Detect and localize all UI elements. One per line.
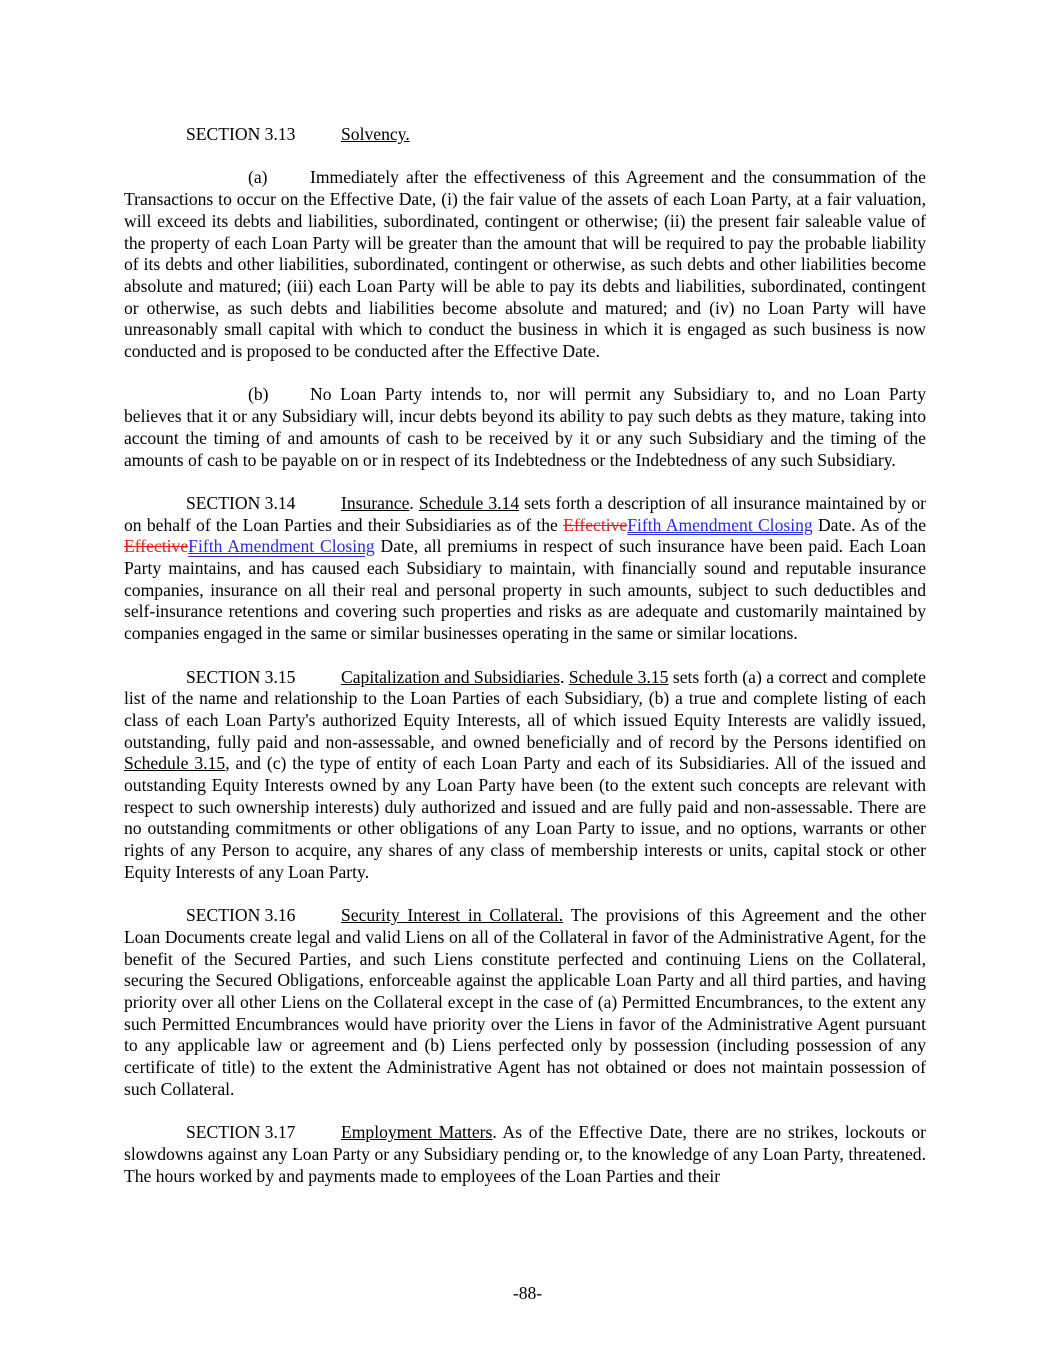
schedule-reference: Schedule 3.14: [418, 492, 520, 513]
text: , and (c) the type of entity of each Loan Party and each of its Subsidiaries. All of the issued and outstanding Equity Interests owned by any Loan Party have been (to the extent such concepts are relevant with respect to such ownership interests) duly authorized and issued and are fully paid and non-assessable. There are no outstanding commitments or other obligations of any Loan Party to issue, and no options, warrants or other rights of any Person to acquire, any shares of any class of membership interests or units, capital stock or other Equity Interests of any Loan Party.: [124, 753, 926, 882]
section-title: Capitalization and Subsidiaries: [341, 666, 560, 687]
text: .: [409, 492, 419, 513]
section-title: Security Interest in Collateral.: [341, 905, 564, 926]
section-3-16: [124, 905, 926, 1100]
clause-label: (a): [248, 167, 268, 188]
clause-label: (b): [248, 384, 269, 405]
text: Date, all premiums in respect of such insurance have been paid. Each Loan Party maintains, and has caused each Subsidiary to maintain, with financially sound and reputable insurance companies, insurance on all their real and personal property in such amounts, subject to such deductibles and self-insurance retentions and covering such properties and risks as are adequate and customarily maintained by companies engaged in the same or similar businesses operating in the same or similar locations.: [124, 536, 926, 644]
text: sets forth (a) a correct and complete list of the name and relationship to the Loan Parties of each Subsidiary, (b) a true and complete listing of each class of each Loan Party's authorized Equity Interests, all of which issued Equity Interests are validly issued, outstanding, fully paid and non-assessable, and owned beneficially and of record by the Persons identified on: [124, 666, 926, 752]
text: .: [559, 666, 569, 687]
document-body: [124, 124, 926, 1209]
section-number: SECTION 3.17: [186, 1122, 296, 1143]
section-3-13-heading: [124, 124, 926, 146]
clause-text: No Loan Party intends to, nor will permit any Subsidiary to, and no Loan Party believes that it or any Subsidiary will, incur debts beyond its ability to pay such debts as they mature, taking into account the timing of and amounts of cash to be received by it or any such Subsidiary and the timing of the amounts of cash to be payable on or in respect of its Indebtedness or the Indebtedness of any such Subsidiary.: [124, 384, 926, 470]
section-number: SECTION 3.14: [186, 492, 296, 513]
text: Date. As of the: [812, 514, 927, 535]
section-3-14: [124, 493, 926, 645]
schedule-reference: Schedule 3.15: [124, 753, 226, 774]
section-title: Insurance: [341, 492, 410, 513]
section-number: SECTION 3.16: [186, 905, 296, 926]
text: . As of the Effective Date, there are no strikes, lockouts or slowdowns against any Loan Party or any Subsidiary pending or, to the knowledge of any Loan Party, threatened. The hours worked by and payments made to employees of the Loan Parties and their: [124, 1122, 926, 1186]
section-title: Solvency.: [341, 124, 410, 144]
deleted-text: Effective: [563, 514, 628, 535]
section-number: SECTION 3.15: [186, 666, 296, 687]
text: sets forth a description of all insurance maintained by or on behalf of the Loan Parties and their Subsidiaries as of the: [124, 492, 926, 535]
section-3-13-b: [124, 384, 926, 471]
text: The provisions of this Agreement and the other Loan Documents create legal and valid Liens on all of the Collateral in favor of the Administrative Agent, for the benefit of the Secured Parties, and such Liens constitute perfected and continuing Liens on the Collateral, securing the Secured Obligations, enforceable against the applicable Loan Party and all third parties, and having priority over all other Liens on the Collateral except in the case of (a) Permitted Encumbrances, to the extent any such Permitted Encumbrances would have priority over the Liens in favor of the Administrative Agent pursuant to any applicable law or agreement and (b) Liens perfected only by possession (including possession of any certificate of title) to the extent the Administrative Agent has not obtained or does not maintain possession of such Collateral.: [124, 905, 926, 1099]
schedule-reference: Schedule 3.15: [568, 666, 669, 687]
clause-text: Immediately after the effectiveness of this Agreement and the consummation of the Transactions to occur on the Effective Date, (i) the fair value of the assets of each Loan Party, at a fair valuation, will exceed its debts and liabilities, subordinated, contingent or otherwise; (ii) the present fair saleable value of the property of each Loan Party will be greater than the amount that will be required to pay the probable liability of its debts and other liabilities, subordinated, contingent or otherwise, as such debts and other liabilities become absolute and matured; (iii) each Loan Party will be able to pay its debts and liabilities, subordinated, contingent or otherwise, as such debts and liabilities become absolute and matured; and (iv) no Loan Party will have unreasonably small capital with which to conduct the business in which it is engaged as such business is now conducted and is proposed to be conducted after the Effective Date.: [124, 167, 926, 362]
section-number: SECTION 3.13: [186, 124, 296, 144]
inserted-text: Fifth Amendment Closing: [627, 514, 813, 535]
section-3-17: [124, 1122, 926, 1187]
inserted-text: Fifth Amendment Closing: [188, 536, 375, 557]
section-3-13-a: [124, 167, 926, 362]
deleted-text: Effective: [124, 536, 189, 557]
section-3-15: [124, 667, 926, 884]
section-title: Employment Matters: [341, 1122, 493, 1143]
page-number: -88-: [512, 1283, 543, 1303]
